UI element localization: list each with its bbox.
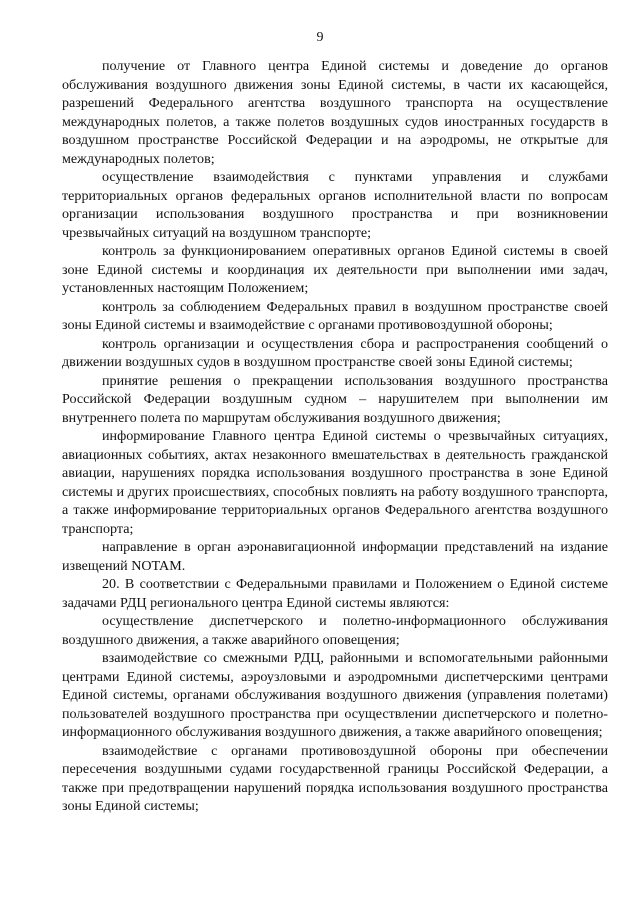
paragraph: контроль за соблюдением Федеральных правил в воздушном пространстве своей зоны Единой системы и взаимодействие с органами противовоздушной обороны;	[62, 298, 608, 333]
paragraph: получение от Главного центра Единой системы и доведение до органов обслуживания воздушного движения зоны Единой системы, в части их касающейся, разрешений Федерального агентства воздушного транспорта на осуществление международных полетов, а также полетов воздушных судов иностранных государств в воздушном пространстве Российской Федерации и на аэродромы, не открытые для международных полетов;	[62, 58, 608, 167]
paragraph: осуществление диспетчерского и полетно-информационного обслуживания воздушного движения, а также аварийного оповещения;	[62, 613, 608, 648]
paragraph: информирование Главного центра Единой системы о чрезвычайных ситуациях, авиационных событиях, актах незаконного вмешательствах в деятельность гражданской авиации, нарушениях порядка использования воздушного пространства в зоне Единой системы и других происшествиях, способных повлиять на работу воздушного транспорта, а также информирование территориальных органов Федерального агентства воздушного транспорта;	[62, 428, 608, 537]
paragraph: направление в орган аэронавигационной информации представлений на издание извещений NOTAM.	[62, 539, 608, 574]
page-number: 9	[316, 30, 324, 45]
paragraph: 20. В соответствии с Федеральными правилами и Положением о Единой системе задачами РДЦ регионального центра Единой системы являются:	[62, 576, 608, 611]
paragraph: принятие решения о прекращении использования воздушного пространства Российской Федерации воздушным судном – нарушителем при выполнении им внутреннего полета по маршрутам обслуживания воздушного движения;	[62, 372, 608, 426]
paragraph: взаимодействие с органами противовоздушной обороны при обеспечении пересечения воздушными судами государственной границы Российской Федерации, а также при предотвращении нарушений порядка использования воздушного пространства зоны Единой системы;	[62, 742, 608, 814]
paragraph: контроль организации и осуществления сбора и распространения сообщений о движении воздушных судов в воздушном пространстве своей зоны Единой системы;	[62, 335, 608, 370]
paragraph: контроль за функционированием оперативных органов Единой системы в своей зоне Единой системы и координация их деятельности при выполнении ими задач, установленных настоящим Положением;	[62, 243, 608, 296]
paragraph: взаимодействие со смежными РДЦ, районными и вспомогательными районными центрами Единой системы, аэроузловыми и аэродромными диспетчерскими центрами Единой системы, органами обслуживания воздушного движения (управления полетами) пользователей воздушного пространства при осуществлении диспетчерского и полетно-информационного обслуживания воздушного движения, а также аварийного оповещения;	[62, 650, 608, 740]
paragraph: осуществление взаимодействия с пунктами управления и службами территориальных органов федеральных органов исполнительной власти по вопросам организации использования воздушного пространства и при возникновении чрезвычайных ситуаций на воздушном транспорте;	[62, 169, 608, 241]
document-body	[62, 57, 608, 816]
